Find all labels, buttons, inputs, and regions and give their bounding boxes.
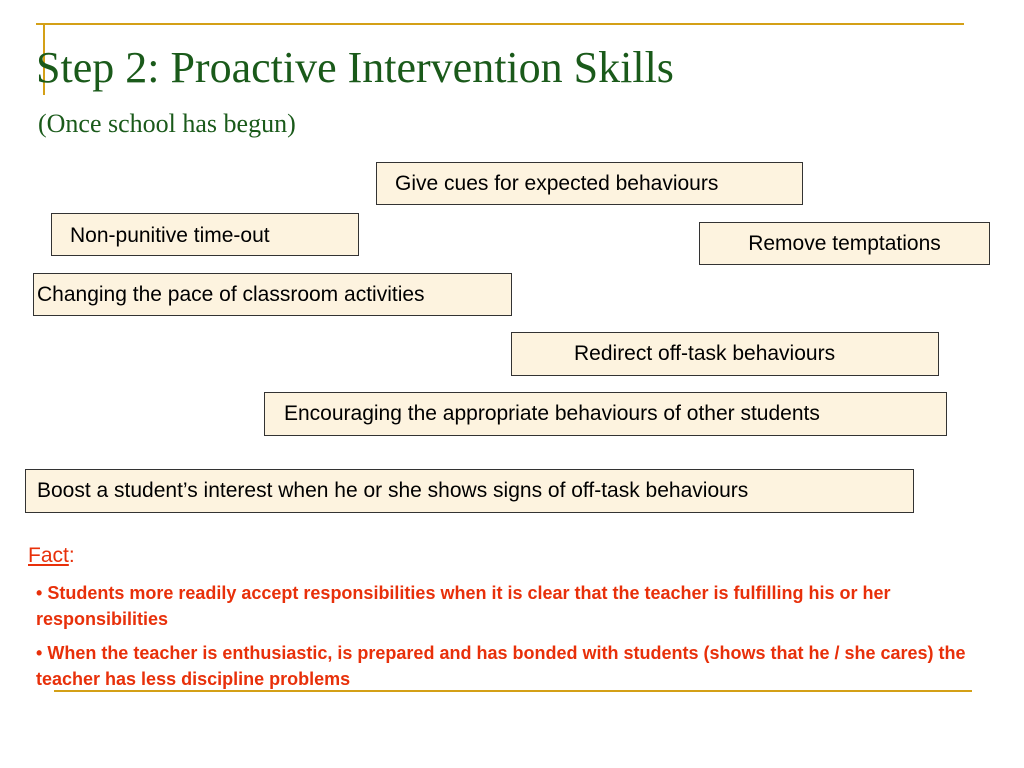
slide-subtitle: (Once school has begun) bbox=[38, 109, 296, 138]
box-boost-interest bbox=[25, 469, 914, 513]
box-label: Give cues for expected behaviours bbox=[395, 171, 719, 195]
bullet-icon: • bbox=[36, 643, 43, 663]
box-changing-pace bbox=[33, 273, 512, 316]
fact-bullet-text: When the teacher is enthusiastic, is prepared and has bonded with students (shows that he / she cares) the teacher has less discipline problems bbox=[36, 643, 966, 689]
fact-colon: : bbox=[68, 544, 75, 567]
fact-bullet-list bbox=[36, 580, 981, 700]
box-remove-temptations bbox=[699, 222, 990, 265]
box-label: Non-punitive time-out bbox=[70, 224, 270, 247]
fact-heading bbox=[28, 544, 75, 568]
fact-bullet-item bbox=[36, 580, 981, 632]
slide-title: Step 2: Proactive Intervention Skills bbox=[36, 43, 674, 92]
top-rule bbox=[36, 23, 964, 25]
box-label: Boost a student’s interest when he or she shows signs of off-task behaviours bbox=[37, 479, 749, 502]
bottom-rule bbox=[54, 690, 972, 692]
fact-word: Fact bbox=[28, 544, 69, 567]
box-label: Redirect off-task behaviours bbox=[574, 342, 836, 365]
box-non-punitive-time-out bbox=[51, 213, 359, 256]
fact-bullet-text: Students more readily accept responsibilities when it is clear that the teacher is fulfilling his or her responsibilities bbox=[36, 583, 891, 629]
box-redirect-off-task bbox=[511, 332, 939, 376]
bullet-icon: • bbox=[36, 583, 43, 603]
box-give-cues bbox=[376, 162, 803, 205]
box-label: Remove temptations bbox=[748, 231, 941, 255]
box-encouraging-appropriate bbox=[264, 392, 947, 436]
box-label: Changing the pace of classroom activities bbox=[37, 282, 425, 306]
fact-bullet-item bbox=[36, 640, 981, 692]
box-label: Encouraging the appropriate behaviours of other students bbox=[284, 402, 820, 425]
